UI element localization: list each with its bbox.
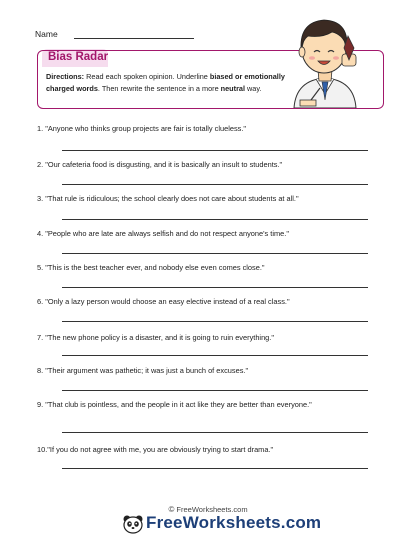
directions-text: Directions: Read each spoken opinion. Underline biased or emotionally charged words. Then rewrite the sentence in a more neutral way.: [46, 72, 285, 93]
brand-logo-text: FreeWorksheets.com: [146, 513, 322, 532]
question-number: 1.: [37, 124, 44, 133]
answer-line[interactable]: [62, 219, 368, 220]
question-text: "Only a lazy person would choose an easy elective instead of a real class.": [45, 297, 290, 306]
question-number: 5.: [37, 263, 44, 272]
question-item: [37, 400, 367, 411]
question-item: [37, 333, 367, 344]
question-number: 3.: [37, 194, 44, 203]
question-text: "People who are late are always selfish and do not respect anyone's time.": [45, 229, 289, 238]
answer-line[interactable]: [62, 468, 368, 469]
question-text: "That club is pointless, and the people in it act like they are better than everyone.": [45, 400, 312, 409]
answer-line[interactable]: [62, 150, 368, 151]
question-text: "Anyone who thinks group projects are fair is totally clueless.": [45, 124, 247, 133]
question-text: "If you do not agree with me, you are obviously trying to start drama.": [47, 445, 274, 454]
question-number: 7.: [37, 333, 44, 342]
worksheet-title: Bias Radar: [48, 51, 109, 63]
question-text: "Their argument was pathetic; it was just a bunch of excuses.": [45, 366, 249, 375]
question-number: 4.: [37, 229, 44, 238]
question-number: 6.: [37, 297, 44, 306]
question-text: "This is the best teacher ever, and nobody else even comes close.": [45, 263, 265, 272]
answer-line[interactable]: [62, 253, 368, 254]
answer-line[interactable]: [62, 355, 368, 356]
question-item: [37, 366, 367, 377]
name-label: Name: [35, 29, 58, 39]
question-text: "Our cafeteria food is disgusting, and it is basically an insult to students.": [45, 160, 283, 169]
name-line[interactable]: [74, 38, 194, 39]
question-number: 2.: [37, 160, 44, 169]
directions-label: Directions:: [46, 72, 85, 81]
question-item: [37, 194, 367, 205]
question-number: 9.: [37, 400, 44, 409]
question-item: [37, 160, 367, 171]
question-item: [37, 297, 367, 308]
answer-line[interactable]: [62, 321, 368, 322]
answer-line[interactable]: [62, 432, 368, 433]
question-item: [37, 229, 367, 240]
question-item: [37, 445, 367, 456]
answer-line[interactable]: [62, 390, 368, 391]
answer-line[interactable]: [62, 287, 368, 288]
teacher-mascot-icon: [286, 8, 364, 108]
question-text: "That rule is ridiculous; the school clearly does not care about students at all.": [45, 194, 299, 203]
question-text: "The new phone policy is a disaster, and it is going to ruin everything.": [45, 333, 274, 342]
question-item: [37, 124, 367, 135]
question-item: [37, 263, 367, 274]
question-number: 10.: [37, 445, 48, 454]
copyright-icon: ©: [168, 505, 175, 514]
question-number: 8.: [37, 366, 44, 375]
panda-logo-icon: [122, 514, 144, 534]
answer-line[interactable]: [62, 184, 368, 185]
footer-url-text: FreeWorksheets.com: [174, 505, 248, 514]
